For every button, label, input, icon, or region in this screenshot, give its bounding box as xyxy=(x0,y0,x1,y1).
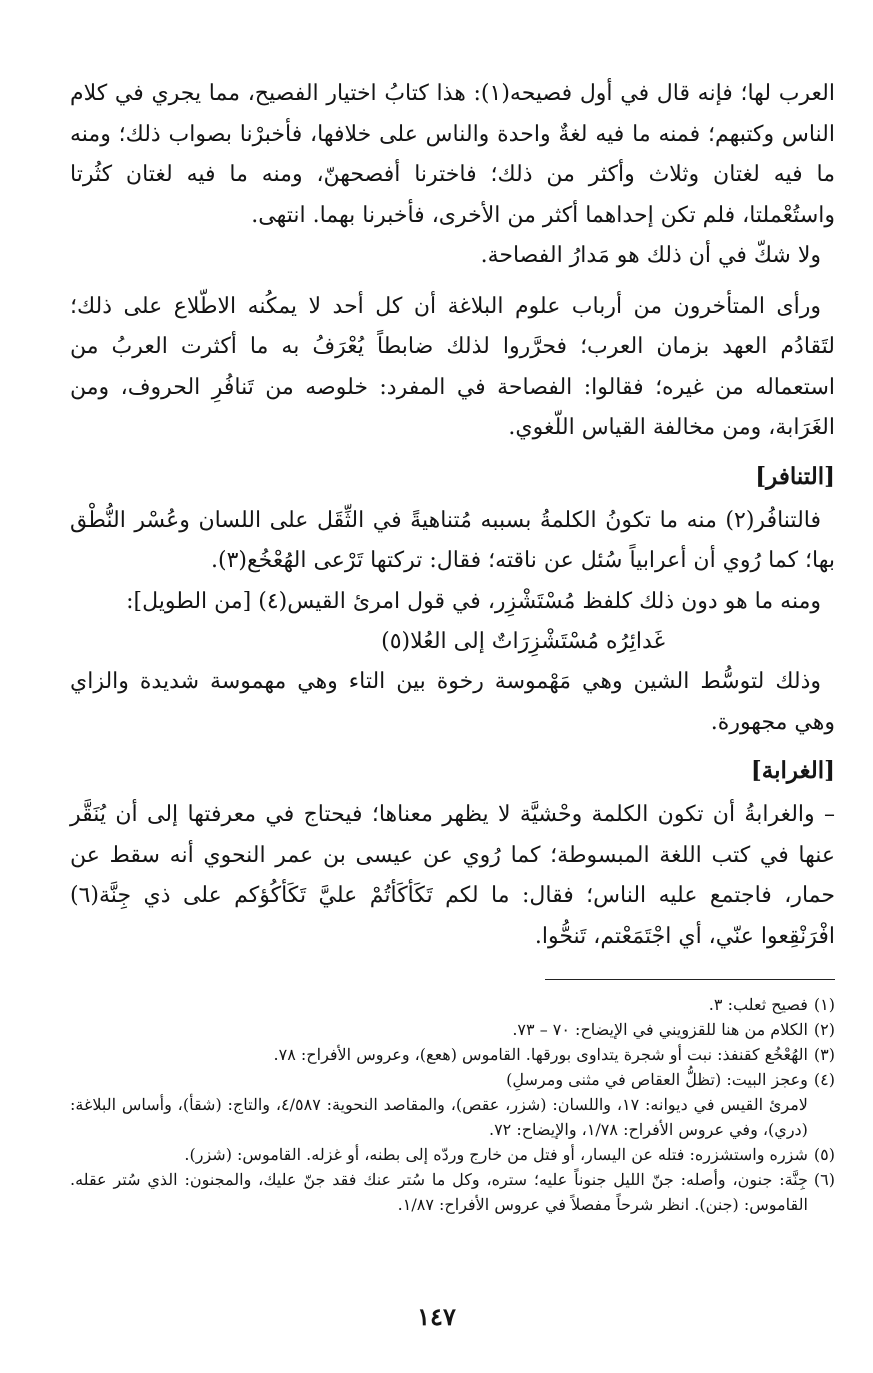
footnote-divider xyxy=(545,979,835,980)
footnote-text: فصيح ثعلب: ٣. xyxy=(708,995,808,1014)
paragraph-fasaha-madar: ولا شكّ في أن ذلك هو مَدارُ الفصاحة. xyxy=(480,243,821,268)
footnote xyxy=(70,1142,835,1167)
footnote xyxy=(70,992,835,1017)
heading-tanafur: [التنافر] xyxy=(755,462,835,490)
paragraph-mustashzir: ومنه ما هو دون ذلك كلفظ مُسْتَشْزِر، في قول امرئ القيس(٤) [من الطويل]: xyxy=(126,588,821,614)
page-number: ١٤٧ xyxy=(417,1302,456,1331)
paragraph-tanafur: فالتنافُر(٢) منه ما تكونُ الكلمةُ بسببه مُتناهيةً في الثِّقَل على اللسان وعُسْر النُّطْق بها؛ كما رُوي أن أعرابياً سُئل عن ناقته؛ فقال: تركتها تَرْعى الهُعْخُع(٣). xyxy=(70,507,835,573)
footnote-number: (٦) xyxy=(813,1170,835,1189)
footnote-number: (١) xyxy=(813,995,835,1014)
footnotes xyxy=(70,992,835,1217)
footnote-number: (٥) xyxy=(813,1145,835,1164)
footnote-text: جِنَّة: جنون، وأصله: جنّ الليل جنوناً عليه؛ ستره، وكل ما سُتر عنك فقد جنّ عليك، والمجنون: الذي سُتر عقله. القاموس: (جنن). انظر شرحاً مفصلاً في عروس الأفراح: ١/٨٧. xyxy=(70,1170,808,1214)
paragraph-shin-explanation: وذلك لتوسُّط الشين وهي مَهْموسة رخوة بين التاء وهي مهموسة شديدة والزاي وهي مجهورة. xyxy=(70,669,835,735)
paragraph-fasih-quote: العرب لها؛ فإنه قال في أول فصيحه(١): هذا كتابُ اختيار الفصيح، مما يجري في كلام الناس وكتبهم؛ فمنه ما فيه لغةٌ واحدة والناس على خلافها، فأخبرْنا بصواب ذلك؛ ومنه ما فيه لغتان وثلاث وأكثر من ذلك؛ فاخترنا أفصحهنّ، ومنه ما فيه لغتان كثُرتا واستُعْملتا، فلم تكن إحداهما أكثر من الأخرى، فأخبرنا بهما. انتهى. xyxy=(70,81,835,228)
footnote-number: (٢) xyxy=(813,1020,835,1039)
footnote-text: شزره واستشزره: فتله عن اليسار، أو فتل من خارج وردّه إلى بطنه، أو غزله. القاموس: (شزر). xyxy=(184,1145,808,1164)
poem-verse: غَدائِرُه مُسْتَشْزِرَاتٌ إلى العُلا(٥) xyxy=(381,629,665,654)
footnote-text: لامرئ القيس في ديوانه: ١٧، واللسان: (شزر، عقص)، والمقاصد النحوية: ٤/٥٨٧، والتاج: (شقأ)، وأساس البلاغة: (دري)، وفي عروس الأفراح: ١/٧٨، والإيضاح: ٧٢. xyxy=(70,1095,808,1139)
footnote-number: (٤) xyxy=(813,1070,835,1089)
footnote-text: الهُعْخُع كقنفذ: نبت أو شجرة يتداوى بورقها. القاموس (هعع)، وعروس الأفراح: ٧٨. xyxy=(273,1045,808,1064)
paragraph-gharaba: – والغرابةُ أن تكون الكلمة وحْشيَّة لا يظهر معناها؛ فيحتاج في معرفتها إلى أن يُنَقَّر عنها في كتب اللغة المبسوطة؛ كما رُوي عن عيسى بن عمر النحوي أنه سقط عن حمار، فاجتمع عليه الناس؛ فقال: ما لكم تَكَأكَأتُمْ عليَّ تَكَأكُؤكم على ذي جِنَّة(٦) افْرَنْقِعوا عنّي، أي اجْتَمَعْتم، تَنحُّوا. xyxy=(70,802,835,949)
footnote xyxy=(70,1167,835,1217)
footnote-divider-wrap xyxy=(70,957,835,992)
footnote xyxy=(70,1067,835,1142)
footnote-text: وعجز البيت: (تظلُّ العقاص في مثنى ومرسلِ) xyxy=(506,1070,808,1089)
footnote xyxy=(70,1042,835,1067)
paragraph-mutaakhkhirun: ورأى المتأخرون من أرباب علوم البلاغة أن كل أحد لا يمكُنه الاطّلاع على ذلك؛ لتَقادُم العهد بزمان العرب؛ فحرَّروا لذلك ضابطاً يُعْرَفُ به ما أكثرت العربُ من استعماله من غيره؛ فقالوا: الفصاحة في المفرد: خلوصه من تَنافُرِ الحروف، ومن الغَرَابة، ومن مخالفة القياس اللّغوي. xyxy=(70,293,835,440)
footnote-number: (٣) xyxy=(813,1045,835,1064)
footnote-text: الكلام من هنا للقزويني في الإيضاح: ٧٠ – ٧٣. xyxy=(512,1020,808,1039)
footnote xyxy=(70,1017,835,1042)
heading-ghara-ba: [الغرابة] xyxy=(750,757,835,784)
